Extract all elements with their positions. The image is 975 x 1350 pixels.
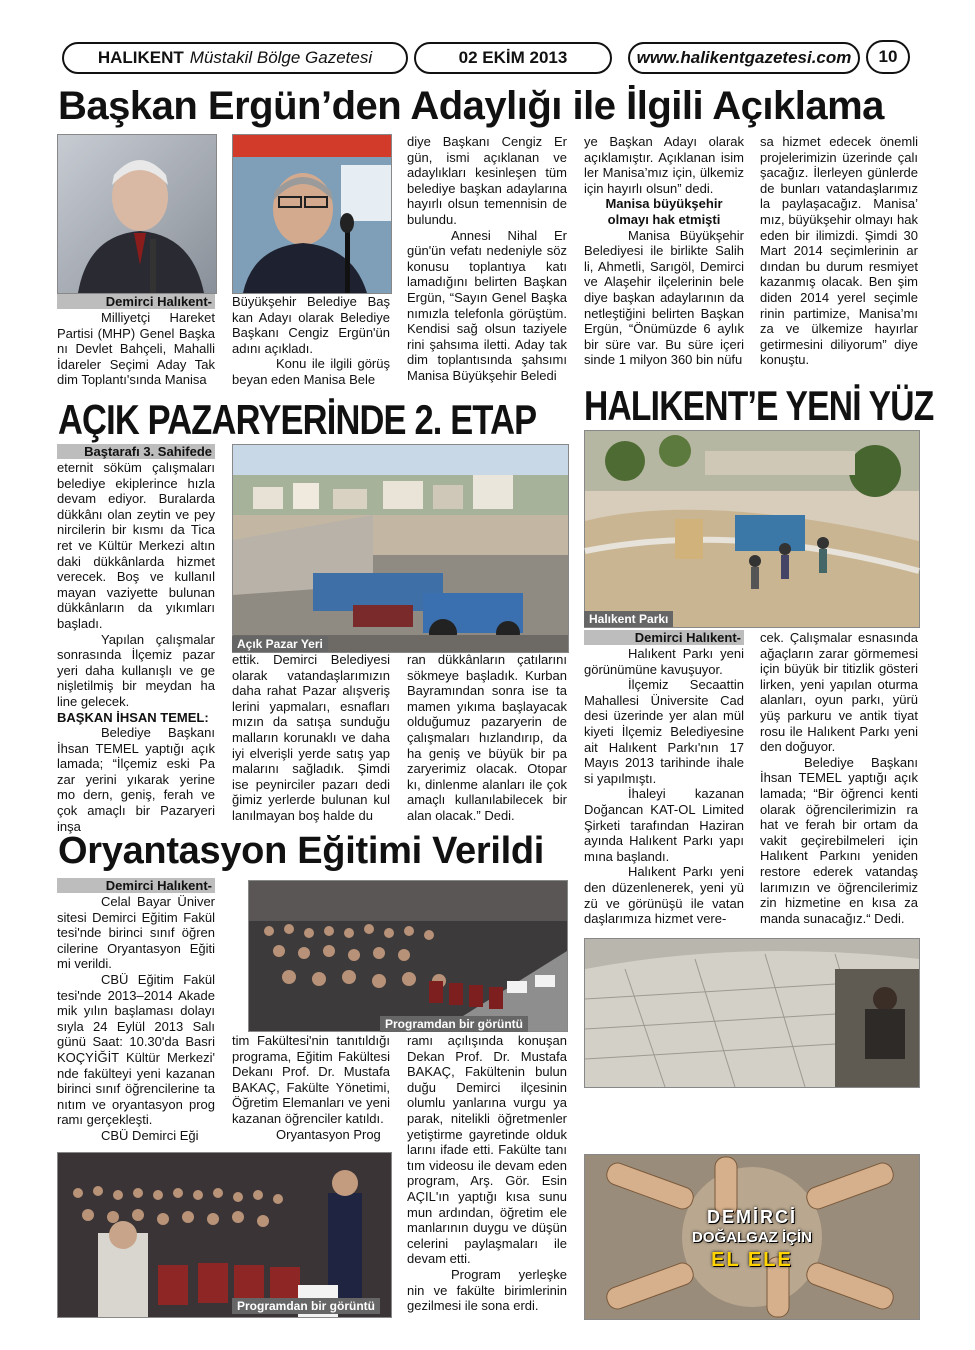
- photo-caption: Açık Pazar Yeri: [232, 636, 328, 652]
- article3-headline: HALIKENT’E YENİ YÜZ: [584, 382, 934, 429]
- photo-ergun: [232, 134, 392, 294]
- paragraph: Halıkent Parkı yeni görünümüne kavuşuyor.: [584, 646, 744, 677]
- article2-col3: [407, 652, 567, 824]
- byline: Demirci Halıkent-: [57, 878, 215, 893]
- photo-park: [584, 430, 920, 628]
- photo-caption: Programdan bir görüntü: [380, 1016, 528, 1032]
- paper-subtitle: Müstakil Bölge Gazetesi: [189, 48, 373, 67]
- paragraph: cek. Çalışmalar esnasında ağaçların zarar görmemesi için büyük bir titizlik gösteri lirken, yeni yapılan oturma alanları, oyun parkı, yürü yüş parkuru ve antik tiyat rosu ile Halıkent Parkı yeni den doğuyor.: [760, 630, 918, 755]
- article3-col1: [584, 630, 744, 930]
- ad-doğalgaz: [584, 1154, 920, 1320]
- ad-line3: EL ELE: [711, 1249, 793, 1271]
- paragraph: CBÜ Demirci Eği: [101, 1127, 199, 1143]
- paragraph: ye Başkan Adayı olarak açıklamıştır. Açıklanan isim ler Manisa’mız için, ülkemiz için hayırlı olsun” dedi.: [584, 134, 744, 196]
- article2-col1: [57, 444, 215, 834]
- paragraph: İlçemiz Secaattin Mahallesi Üniversite Cad desi üzerinde yer alan mül kiyeti İlçemiz Belediyesine ait Halıkent Parkı'nın 17 Mayıs 2013 tarihinde ihale si yapılmıştı.: [584, 677, 744, 786]
- article1-col2: [232, 294, 390, 390]
- continued-label: Baştarafı 3. Sahifede: [57, 444, 215, 459]
- article4-headline: Oryantasyon Eğitimi Verildi: [58, 830, 545, 872]
- paragraph: Program yerleşke nin ve fakülte birimlerinin gezilmesi ile sona erdi.: [407, 1266, 567, 1314]
- article1-col4: [584, 134, 744, 390]
- photo-caption: Halıkent Parkı: [584, 611, 673, 627]
- paragraph: sa hizmet edecek önemli projelerimizin üzerinde çalı şacağız. İlerleyen günlerde de bunları vatandaşlarımız la paylaşacağız. Manisa’ mız, büyükşehir olmayı hak eden bir ilimizdi. Şimdi 30 Mart 2014 seçimlerinin ar dından bu durum resmiyet kazanmış olacak. Ben şim diden 2014 yerel seçimle rinin partimize, Manisa’mı za ve ülkemize hayırlar getirmesini diliyorum” diye konuştu.: [760, 134, 918, 368]
- portrait-image: [233, 135, 391, 293]
- article4-col3: [407, 1033, 567, 1323]
- article2-headline: AÇIK PAZARYERİNDE 2. ETAP: [58, 396, 537, 443]
- photo-bahceli: [57, 134, 217, 294]
- paragraph: Halıkent Parkı yeni den düzenlenerek, yeni yü zü ve görünüşü ile vatan daşlarımıza hizmet vere-: [584, 864, 744, 927]
- paving-image: [585, 939, 919, 1087]
- article3-col2: [760, 630, 918, 930]
- paragraph: ettik. Demirci Belediyesi olarak vatandaşlarımızın daha rahat Pazar alışveriş lerini yapmaları, esnafları mızın da satışa sunduğu malların korunaklı ve daha iyi elverişli yerde satış yap malarını sağladık. Şimdi ise peynirciler pazarı dedi ğimiz yerlerde bulunan kul lanılmayan boş halde du: [232, 652, 390, 823]
- date-pill: [414, 42, 612, 74]
- ad-line1: DEMİRCİ: [707, 1207, 797, 1227]
- paragraph: Belediye Başkanı İhsan TEMEL yaptığı açık lamada; “İlçemiz eski Pa zar yerini yıkarak yerine mo dern, geniş, ferah ve çok amaçlı bir Pazaryeri inşa: [57, 725, 215, 834]
- market-image: [233, 445, 568, 652]
- article1-col5: [760, 134, 918, 390]
- paragraph: diye Başkanı Cengiz Er gün, ismi açıklanan ve adaylıkları kesinleşen tüm belediye başkan adaylarına hayırlı olsun temennisin de bulundu.: [407, 134, 567, 227]
- paragraph: Belediye Başkanı İhsan TEMEL yaptığı açık lamada; “Bir öğrenci kenti olarak öğrencilerimizin ra hat ve ferah bir ortam da vakit geçirebilmeleri için Halıkent Parkını yeniden restore ederek vatandaş larımızın ve öğrencilerimiz zin hizmetine en kısa za manda sunacağız.“ Dedi.: [760, 754, 918, 926]
- photo-paving: [584, 938, 920, 1088]
- byline: Demirci Halıkent-: [584, 630, 744, 645]
- paragraph: Manisa Büyükşehir Belediyesi ile birlikte Salih li, Ahmetli, Sarıgöl, Demirci ve Alaşehir ilçelerinin bele diye başkan adaylarının da netleştiğini belirten Başkan Ergün, “Önümüzde 6 aylık bir süre var. Bu süre içeri sinde 1 milyon 360 bin nüfu: [584, 227, 744, 368]
- portrait-image: [58, 135, 216, 293]
- article4-col1: [57, 878, 215, 1150]
- speaker-image: [58, 1153, 391, 1317]
- paragraph: Yapılan çalışmalar sonrasında İlçemiz pazar yeri daha kullanışlı ve ge nişletilmiş bir meydan ha line gelecek.: [57, 631, 215, 709]
- photo-audience-1: [248, 880, 568, 1032]
- photo-audience-2: [57, 1152, 392, 1318]
- paragraph: CBÜ Eğitim Fakül tesi'nde 2013–2014 Akade mik yılın başlaması dolayı sıyla 24 Eylül 2013 Salı günü Saat: 10.30'da Basri KOÇYİĞİT Kültür Merkezi' nde fakülteyi yeni kazanan birinci sınıf öğrencilerine ta nıtım ve oryantasyon prog ramı gerçekleşti.: [57, 971, 215, 1128]
- page-number: 10: [878, 47, 898, 66]
- paragraph: ran dükkânların çatılarını sökmeye başladık. Kurban Bayramından sonra ise ta mamen yıkıma başlayacak olduğumuz pazaryerin de çalışmaları hızlandırıp, da ha geniş ve büyük bir pa zaryerimiz olacak. Otopar kı, dinlenme alanları ile çok amaçlı kullanılabilecek bir alan olacak.” Dedi.: [407, 652, 567, 823]
- paragraph: Milliyetçi Hareket Partisi (MHP) Genel Başka nı Devlet Bahçeli, Mahalli İdareler Seçimi Aday Tak dim Toplantı'sında Manisa: [57, 310, 215, 388]
- photo-market: [232, 444, 569, 653]
- paragraph: İhaleyi kazanan Doğancan KAT-OL Limited Şirketi tarafından Haziran ayında Halıkent Parkı yapı mına başlandı.: [584, 786, 744, 864]
- article1-col3: [407, 134, 567, 390]
- masthead-pill: [62, 42, 408, 74]
- ad-line2: DOĞALGAZ İÇİN: [692, 1229, 812, 1246]
- issue-date: 02 EKİM 2013: [458, 48, 568, 67]
- paragraph: Oryantasyon Prog: [276, 1126, 381, 1142]
- article1-col1: [57, 294, 215, 390]
- paragraph: Annesi Nihal Er gün'ün vefatı nedeniyle söz konusu toplantıya katı lamadığını belirten Başkan Ergün, “Sayın Genel Başka nımızla telefonla görüştüm. Kendisi sağ olsun taziyele rini şahsıma iletti. Aday tak dim toplantısında şahsımı Manisa Büyükşehir Beledi: [407, 227, 567, 383]
- paragraph: Konu ile ilgili görüş beyan eden Manisa Bele: [232, 356, 390, 387]
- paragraph: Büyükşehir Belediye Baş kan Adayı olarak Belediye Başkanı Cengiz Ergün'ün adını açıkladı.: [232, 294, 390, 356]
- paragraph: Celal Bayar Üniver sitesi Demirci Eğitim Fakül tesi'nde birinci sınıf öğren cilerine Oryantasyon Eğiti mi verildi.: [57, 894, 215, 972]
- byline: Demirci Halıkent-: [57, 294, 215, 309]
- page-number-pill: [866, 40, 910, 74]
- article1-headline: Başkan Ergün’den Adaylığı ile İlgili Açıklama: [58, 84, 884, 128]
- article4-col2: [232, 1033, 390, 1147]
- subheading: Manisa büyükşehir olmayı hak etmişti: [605, 196, 723, 227]
- website-link[interactable]: www.halikentgazetesi.com: [636, 48, 852, 67]
- paragraph: ramı açılışında konuşan Dekan Prof. Dr. Mustafa BAKAÇ, Fakültenin bulun duğu Demirci ilçesinin olumlu yanlarına vurgu ya parak, nitelikli öğretmenler yetiştirme gayretinde olduk larını ifade etti. Fakülte tanı tım videosu ile devam eden program, Arş. Gör. Esin AÇIL'ın yaptığı kısa sunu mun ardından, öğretim ele manlarının duygu ve düşün celerini paylaşmaları ile devam etti.: [407, 1033, 567, 1267]
- photo-caption: Programdan bir görüntü: [232, 1298, 380, 1314]
- park-image: [585, 431, 919, 627]
- website-pill: [628, 42, 860, 74]
- paper-name: HALIKENT: [97, 48, 184, 67]
- auditorium-image: [249, 881, 567, 1031]
- paragraph: eternit söküm çalışmaları belediye ekiplerince hızla devam ediyor. Buralarda dükkânı olan zeytin ve pey nircilerin bir kısmı da Tica ret ve Kültür Merkezi altın daki dükkânlarda hizmet verecek. Boş ve kullanıl mayan vaziyette bulunan dükkânların da yıkımları başladı.: [57, 460, 215, 631]
- paragraph: tim Fakültesi'nin tanıtıldığı programa, Eğitim Fakültesi Dekanı Prof. Dr. Mustafa BAKAÇ, Fakülte Yönetimi, Öğretim Elemanları ve yeni kazanan öğrenciler katıldı.: [232, 1033, 390, 1126]
- article2-col2: [232, 652, 390, 824]
- subheading: BAŞKAN İHSAN TEMEL:: [57, 709, 209, 725]
